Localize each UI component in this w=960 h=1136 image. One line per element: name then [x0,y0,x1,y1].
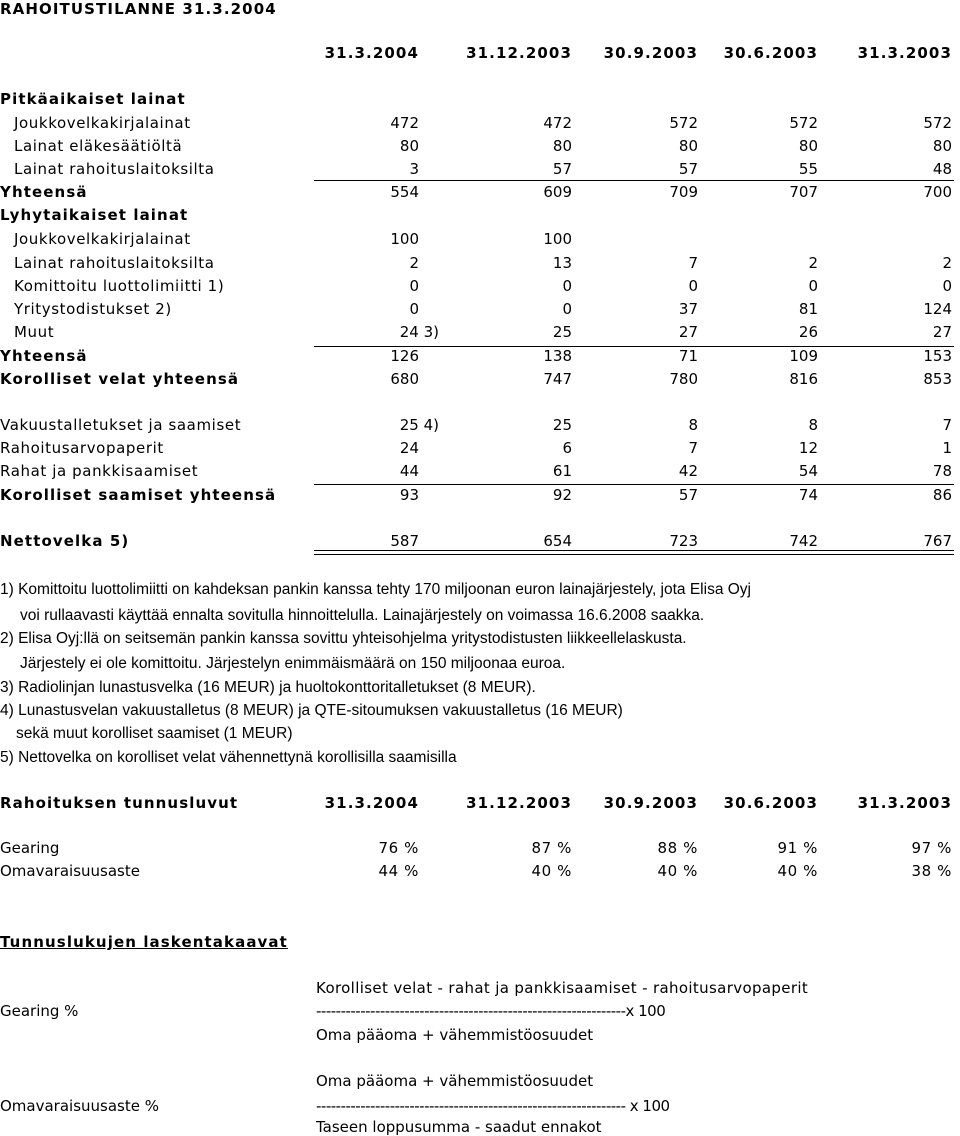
footnote-line: 5) Nettovelka on korolliset velat vähennettynä korollisilla saamisilla [0,749,457,766]
ratio-value: 88 % [657,839,698,857]
row-value: 8 [688,416,698,434]
row-value: 153 [923,347,952,365]
net-debt-double-rule [314,550,954,555]
row-value: 57 [678,160,698,178]
column-header: 30.6.2003 [723,44,818,62]
column-header: 31.12.2003 [466,44,572,62]
equity-ratio-fraction-line: --------------------------------------------------------------- x 100 [316,1097,670,1115]
row-value: 80 [552,137,572,155]
row-value: 138 [543,347,572,365]
row-value: 24 [399,439,419,457]
row-value: 126 [390,347,419,365]
row-value: 12 [798,439,818,457]
row-value: 100 [543,230,572,248]
footnote-line: 3) Radiolinjan lunastusvelka (16 MEUR) ja huoltokonttoritalletukset (8 MEUR). [0,679,536,696]
column-header: 30.9.2003 [603,44,698,62]
row-value: 6 [562,439,572,457]
row-value: 93 [399,486,419,504]
row-label: Korolliset saamiset yhteensä [0,486,277,504]
equity-ratio-numerator: Oma pääoma + vähemmistöosuudet [316,1072,594,1090]
column-header: 31.3.2003 [857,794,952,812]
subtotal-rule [314,346,954,347]
row-value: 0 [808,277,818,295]
ratio-value: 97 % [911,839,952,857]
row-label: Lyhytaikaiset lainat [0,206,189,224]
column-header: 31.3.2004 [324,794,419,812]
row-value: 7 [942,416,952,434]
row-label: Joukkovelkakirjalainat [14,230,191,248]
footnote-line: Järjestely ei ole komittoitu. Järjestelyn enimmäismäärä on 150 miljoonaa euroa. [20,655,566,672]
row-value: 472 [543,114,572,132]
row-value: 124 [923,300,952,318]
table-row [0,323,960,345]
table-row [0,370,960,392]
row-value: 7 [688,439,698,457]
row-value: 572 [789,114,818,132]
equity-ratio-denominator: Taseen loppusumma - saadut ennakot [316,1118,602,1136]
equity-ratio-label: Omavaraisuusaste % [0,1097,159,1115]
subtotal-rule [314,180,954,181]
ratio-value: 87 % [531,839,572,857]
row-value: 3 [409,160,419,178]
footnote-line: 1) Komittoitu luottolimiitti on kahdeksan pankin kanssa tehty 170 miljoonan euron lainajärjestely, jota Elisa Oyj [0,581,752,598]
ratio-value: 91 % [777,839,818,857]
row-value: 816 [789,370,818,388]
row-label: Rahoitusarvopaperit [0,439,164,457]
row-value: 572 [669,114,698,132]
ratio-value: 76 % [378,839,419,857]
table-row [0,206,960,228]
table-row [0,486,960,508]
row-value: 0 [409,277,419,295]
table-row [0,347,960,369]
row-value: 24 3) [399,323,439,341]
row-value: 707 [789,183,818,201]
row-value: 80 [932,137,952,155]
table-row [0,230,960,252]
row-value: 74 [798,486,818,504]
row-value: 0 [562,300,572,318]
column-header-row [0,44,960,66]
row-value: 92 [552,486,572,504]
row-value: 37 [678,300,698,318]
row-value: 86 [932,486,952,504]
column-header: 31.3.2003 [857,44,952,62]
column-header: 30.9.2003 [603,794,698,812]
row-value: 0 [409,300,419,318]
table-row [0,160,960,182]
row-value: 2 [409,254,419,272]
ratio-value: 40 % [777,862,818,880]
table-row [0,254,960,276]
row-value: 8 [808,416,818,434]
row-value: 57 [678,486,698,504]
row-label: Korolliset velat yhteensä [0,370,240,388]
row-value: 0 [562,277,572,295]
ratio-row [0,862,960,884]
row-value: 57 [552,160,572,178]
page-title: RAHOITUSTILANNE 31.3.2004 [0,0,277,18]
row-value: 700 [923,183,952,201]
row-value: 0 [942,277,952,295]
gearing-label: Gearing % [0,1002,79,1020]
column-header: 31.3.2004 [324,44,419,62]
row-value: 472 [390,114,419,132]
row-value: 71 [678,347,698,365]
table-row [0,90,960,112]
row-value: 48 [932,160,952,178]
footnote-line: sekä muut korolliset saamiset (1 MEUR) [16,725,293,742]
column-header: 30.6.2003 [723,794,818,812]
column-header: 31.12.2003 [466,794,572,812]
ratio-value: 38 % [911,862,952,880]
row-value: 853 [923,370,952,388]
row-value: 25 [552,323,572,341]
table-row [0,183,960,205]
row-value: 81 [798,300,818,318]
table-row [0,462,960,484]
row-value: 572 [923,114,952,132]
row-label: Lainat rahoituslaitoksilta [14,254,215,272]
row-label: Lainat rahoituslaitoksilta [14,160,215,178]
row-value: 25 [552,416,572,434]
table-row [0,114,960,136]
row-value: 609 [543,183,572,201]
row-label: Nettovelka 5) [0,532,130,550]
gearing-fraction-line: ---------------------------------------------------------------x 100 [316,1002,666,1020]
row-value: 26 [798,323,818,341]
row-value: 7 [688,254,698,272]
row-value: 587 [390,532,419,550]
row-value: 680 [390,370,419,388]
row-label: Joukkovelkakirjalainat [14,114,191,132]
row-value: 44 [399,462,419,480]
row-value: 42 [678,462,698,480]
row-label: Pitkäaikaiset lainat [0,90,186,108]
row-value: 80 [798,137,818,155]
table-row [0,439,960,461]
subtotal-rule [314,484,954,485]
footnote-line: voi rullaavasti käyttää ennalta sovitulla hinnoittelulla. Lainajärjestely on voimassa 16.6.2008 saakka. [20,607,705,624]
table-row [0,277,960,299]
row-value: 27 [678,323,698,341]
row-value: 109 [789,347,818,365]
row-value: 742 [789,532,818,550]
row-value: 100 [390,230,419,248]
row-label: Yhteensä [0,183,88,201]
ratios-header-row [0,794,960,816]
ratio-value: 40 % [531,862,572,880]
formulas-heading: Tunnuslukujen laskentakaavat [0,933,288,951]
ratio-label: Omavaraisuusaste [0,862,140,880]
row-label: Yhteensä [0,347,88,365]
row-value: 0 [688,277,698,295]
row-value: 767 [923,532,952,550]
row-value: 2 [942,254,952,272]
row-value: 78 [932,462,952,480]
row-value: 1 [942,439,952,457]
row-label: Rahat ja pankkisaamiset [0,462,199,480]
ratio-row [0,839,960,861]
ratios-heading: Rahoituksen tunnusluvut [0,794,239,812]
row-label: Lainat eläkesäätiöltä [14,137,183,155]
row-value: 723 [669,532,698,550]
row-value: 25 4) [399,416,439,434]
row-label: Vakuustalletukset ja saamiset [0,416,242,434]
row-value: 747 [543,370,572,388]
table-row [0,137,960,159]
footnote-line: 4) Lunastusvelan vakuustalletus (8 MEUR) ja QTE-sitoumuksen vakuustalletus (16 MEUR) [0,702,623,719]
row-value: 709 [669,183,698,201]
table-row [0,416,960,438]
table-row [0,300,960,322]
row-value: 27 [932,323,952,341]
row-label: Komittoitu luottolimiitti 1) [14,277,225,295]
row-value: 55 [798,160,818,178]
ratio-label: Gearing [0,839,60,857]
row-value: 780 [669,370,698,388]
ratio-value: 40 % [657,862,698,880]
row-value: 554 [390,183,419,201]
row-value: 2 [808,254,818,272]
row-value: 80 [399,137,419,155]
gearing-numerator: Korolliset velat - rahat ja pankkisaamiset - rahoitusarvopaperit [316,979,809,997]
row-value: 54 [798,462,818,480]
row-value: 654 [543,532,572,550]
row-label: Yritystodistukset 2) [14,300,172,318]
row-value: 61 [552,462,572,480]
gearing-denominator: Oma pääoma + vähemmistöosuudet [316,1026,594,1044]
row-label: Muut [14,323,55,341]
ratio-value: 44 % [378,862,419,880]
footnote-line: 2) Elisa Oyj:llä on seitsemän pankin kanssa sovittu yhteisohjelma yritystodistusten liikkeellelaskusta. [0,630,687,647]
row-value: 13 [552,254,572,272]
row-value: 80 [678,137,698,155]
